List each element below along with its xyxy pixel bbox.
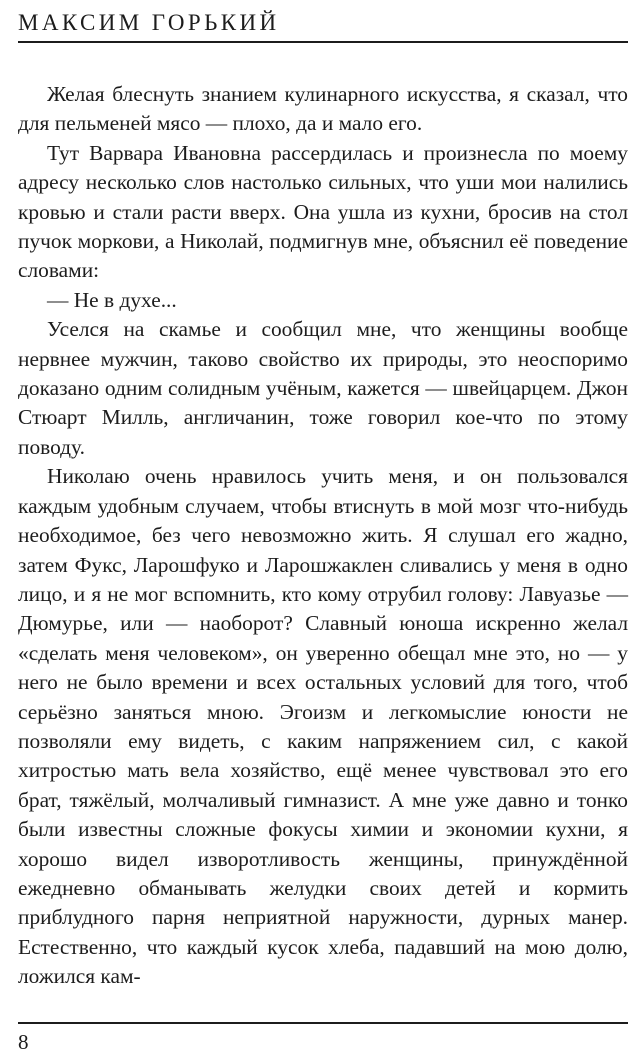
paragraph: Тут Варвара Ивановна рассердилась и произнесла по моему адресу несколько слов настолько сильных, что уши мои налились кровью и стали расти вверх. Она ушла из кухни, бросив на стол пучок моркови, а Николай, подмигнув мне, объяснил её поведение словами:: [18, 140, 628, 283]
paragraph: Желая блеснуть знанием кулинарного искусства, я сказал, что для пельменей мясо — плохо, да и мало его.: [18, 82, 628, 136]
paragraph: Уселся на скамье и сообщил мне, что женщины вообще нервнее мужчин, таково свойство их природы, это неоспоримо доказано одним солидным учёным, кажется — швейцарцем. Джон Стюарт Милль, англичанин, тоже говорил кое-что по этому поводу.: [18, 317, 628, 459]
paragraph: Николаю очень нравилось учить меня, и он пользовался каждым удобным случаем, чтобы втиснуть в мой мозг что-нибудь необходимое, без чего невозможно жить. Я слушал его жадно, затем Фукс, Ларошфуко и Ларошжаклен сливались у меня в одно лицо, и я не мог вспомнить, кто кому отрубил голову: Лавуазье — Дюмурье, или — наоборот? Славный юноша искренно желал «сделать меня человеком», он уверенно обещал мне это, но — у него не было времени и всех остальных условий для того, чтоб серьёзно заняться мною. Эгоизм и легкомыслие юности не позволяли ему видеть, с каким напряжением сил, с какой хитростью мать вела хозяйство, ещё менее чувствовал это его брат, тяжёлый, молчаливый гимназист. А мне уже давно и тонко были известны сложные фокусы химии и экономии кухни, я хорошо видел изворотливость женщины, принуждённой ежедневно обманывать желудки своих детей и кормить приблудного парня неприятной наружности, дурных манер. Естественно, что каждый кусок хлеба, падавший на мою долю, ложился кам-: [18, 464, 628, 989]
header-divider: [18, 41, 628, 43]
page-number: 8: [18, 1030, 29, 1054]
footer-divider: [18, 1022, 628, 1024]
page-body: [18, 80, 628, 992]
paragraph: — Не в духе...: [47, 287, 177, 312]
running-header: МАКСИМ ГОРЬКИЙ: [18, 10, 280, 35]
